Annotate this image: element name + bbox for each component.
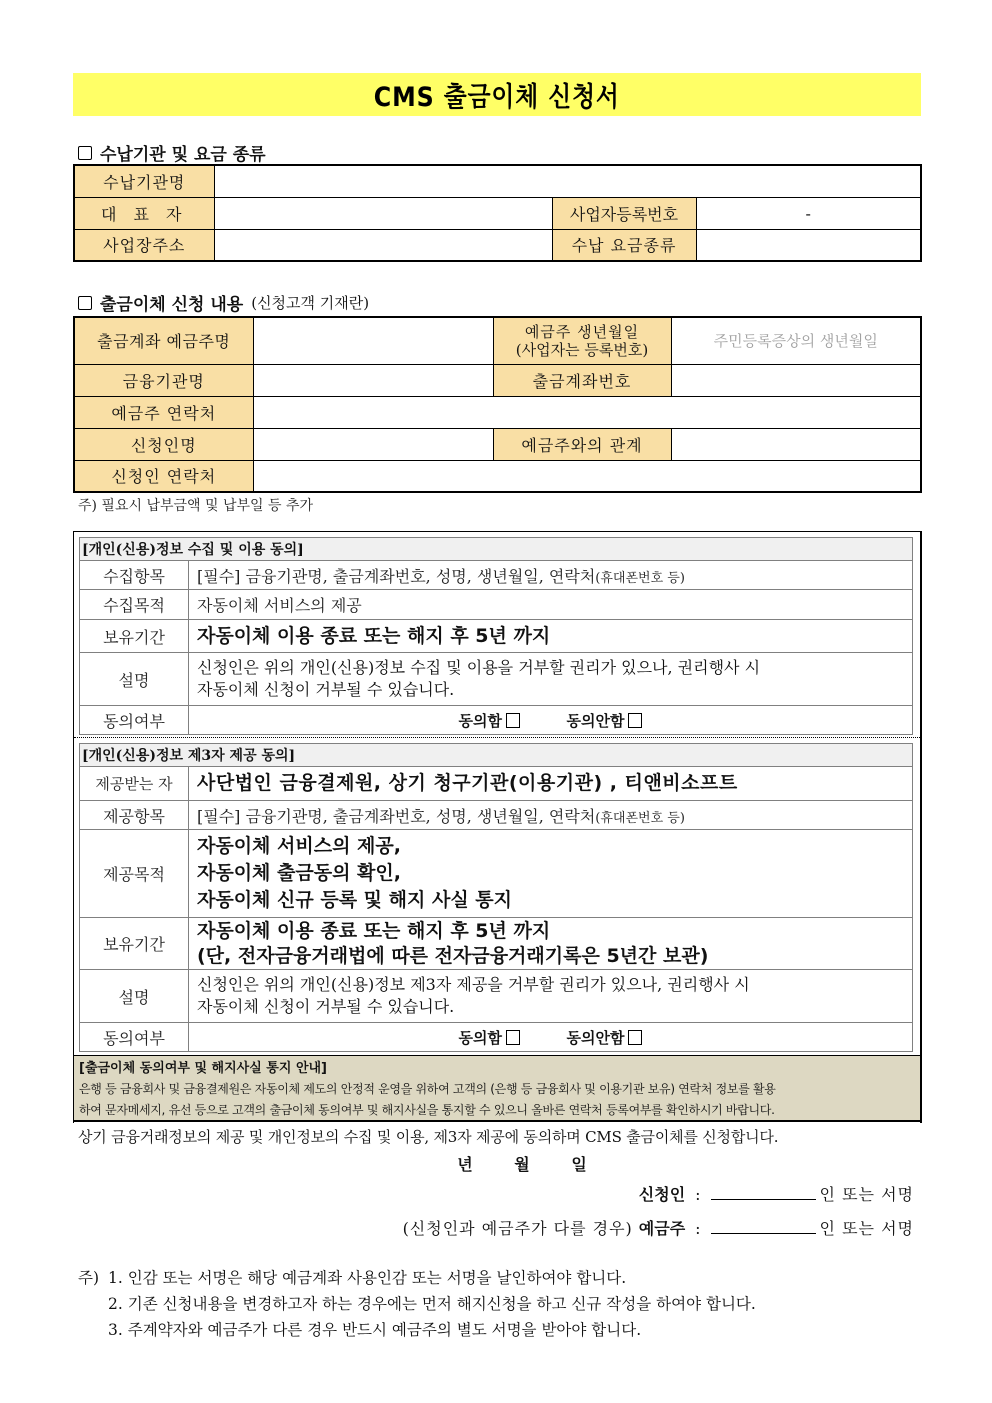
account-holder-field[interactable] [253, 317, 493, 364]
third-description-line1: 신청인은 위의 개인(신용)정보 제3자 제공을 거부할 권리가 있으나, 권리행사 시 [197, 975, 750, 994]
label-third-description: 설명 [80, 970, 189, 1023]
table-row [74, 317, 921, 364]
label-provide-purpose: 제공목적 [80, 830, 189, 918]
third-description-value [189, 970, 913, 1023]
section2-subheading: (신청고객 기재란) [251, 294, 370, 312]
label-bank-name: 금융기관명 [74, 364, 253, 396]
third-retention-line1: 자동이체 이용 종료 또는 해지 후 5년 까지 [197, 919, 551, 942]
table-row [80, 830, 913, 918]
colon: : [695, 1185, 701, 1204]
label-account-holder: 출금계좌 예금주명 [74, 317, 253, 364]
label-third-retention: 보유기간 [80, 918, 189, 970]
table-row [80, 801, 913, 830]
applicant-name-field[interactable] [253, 428, 493, 460]
table-row [74, 396, 921, 428]
page-title: CMS 출금이체 신청서 [374, 82, 620, 113]
title-bar [73, 73, 921, 116]
provide-items-value [189, 801, 913, 830]
third-retention-line2: (단, 전자금융거래법에 따른 전자금융거래기록은 5년간 보관) [197, 944, 709, 967]
holder-signature-field[interactable] [711, 1216, 816, 1234]
table-row [80, 561, 913, 590]
footnote-item [78, 1317, 756, 1343]
provide-items-text: [필수] 금융기관명, 출금계좌번호, 성명, 생년월일, 연락처 [197, 806, 596, 826]
provide-purpose-line2: 자동이체 출금동의 확인, [197, 862, 401, 884]
footnotes [78, 1265, 756, 1343]
footnote-item [78, 1265, 756, 1291]
bank-name-field[interactable] [253, 364, 493, 396]
table-row [80, 706, 913, 735]
holder-contact-field[interactable] [253, 396, 921, 428]
notice-title: [출금이체 동의여부 및 해지사실 통지 안내] [79, 1061, 327, 1076]
label-retention: 보유기간 [80, 620, 189, 653]
description-value [189, 653, 913, 706]
notice-box [74, 1055, 922, 1122]
footnote-text: 1. 인감 또는 서명은 해당 예금계좌 사용인감 또는 서명을 날인하여야 합니다. [108, 1269, 627, 1287]
provide-purpose-line1: 자동이체 서비스의 제공, [197, 835, 401, 857]
divider [74, 737, 920, 738]
retention-value: 자동이체 이용 종료 또는 해지 후 5년 까지 [189, 620, 913, 653]
applicant-label: 신청인 [638, 1185, 686, 1204]
label-third-consent: 동의여부 [80, 1023, 189, 1052]
account-number-field[interactable] [671, 364, 921, 396]
footnote-text: 3. 주계약자와 예금주가 다른 경우 반드시 예금주의 별도 서명을 받아야 합니다. [108, 1321, 642, 1339]
payee-table [73, 164, 922, 262]
collect-items-text: [필수] 금융기관명, 출금계좌번호, 성명, 생년월일, 연락처 [197, 566, 596, 586]
provide-items-tail: (휴대폰번호 등) [595, 810, 685, 826]
business-reg-no-field[interactable]: - [696, 197, 921, 229]
date-month[interactable]: 월 [514, 1155, 530, 1174]
table-row [80, 970, 913, 1023]
section1-heading-text: 수납기관 및 요금 종류 [100, 145, 266, 165]
third-disagree-label: 동의안함 [566, 1028, 625, 1047]
description-line2: 자동이체 신청이 거부될 수 있습니다. [197, 680, 455, 699]
label-recipient: 제공받는 자 [80, 767, 189, 801]
date-line [0, 1152, 992, 1175]
table-row [80, 620, 913, 653]
label-fee-type: 수납 요금종류 [552, 229, 696, 261]
label-holder-birthdate [493, 317, 671, 364]
holder-birthdate-field[interactable]: 주민등록증상의 생년월일 [671, 317, 921, 364]
third-retention-value [189, 918, 913, 970]
label-applicant-contact: 신청인 연락처 [74, 460, 253, 492]
consent-options [189, 706, 913, 735]
label-applicant-name: 신청인명 [74, 428, 253, 460]
label-business-reg-no: 사업자등록번호 [552, 197, 696, 229]
table-row [80, 918, 913, 970]
seal-or-sign-label: 인 또는 서명 [819, 1185, 914, 1204]
section2-heading-text: 출금이체 신청 내용 [100, 295, 244, 315]
agree-label: 동의함 [458, 711, 503, 730]
application-table [73, 316, 922, 493]
representative-field[interactable] [214, 197, 552, 229]
description-line1: 신청인은 위의 개인(신용)정보 수집 및 이용을 거부할 권리가 있으나, 권리행사 시 [197, 658, 761, 677]
collect-purpose-value: 자동이체 서비스의 제공 [189, 590, 913, 620]
table-row [80, 590, 913, 620]
holder-signature-row [403, 1216, 914, 1239]
table-row [80, 1023, 913, 1052]
consent-third-header: [개인(신용)정보 제3자 제공 동의] [80, 744, 913, 767]
section1-heading [78, 140, 266, 165]
label-provide-items: 제공항목 [80, 801, 189, 830]
collect-items-tail: (휴대폰번호 등) [595, 570, 685, 586]
agree-checkbox[interactable] [506, 713, 520, 728]
third-description-line2: 자동이체 신청이 거부될 수 있습니다. [197, 997, 455, 1016]
label-consent: 동의여부 [80, 706, 189, 735]
table-row [80, 744, 913, 767]
third-agree-label: 동의함 [458, 1028, 503, 1047]
square-bullet-icon [78, 146, 92, 160]
collect-items-value [189, 561, 913, 590]
notice-line2: 하여 문자메세지, 유선 등으로 고객의 출금이체 동의여부 및 해지사실을 통지할 수 있으니 올바른 연락처 등록여부를 확인하시기 바랍니다. [79, 1103, 775, 1117]
label-representative: 대 표 자 [74, 197, 214, 229]
third-agree-checkbox[interactable] [506, 1030, 520, 1045]
footnote-text: 2. 기존 신청내용을 변경하고자 하는 경우에는 먼저 해지신청을 하고 신규 작성을 하여야 합니다. [108, 1295, 756, 1313]
date-day[interactable]: 일 [571, 1155, 587, 1174]
applicant-contact-field[interactable] [253, 460, 921, 492]
fee-type-field[interactable] [696, 229, 921, 261]
date-year[interactable]: 년 [457, 1155, 473, 1174]
table-row [74, 428, 921, 460]
label-holder-birthdate-line1: 예금주 생년월일 [524, 322, 640, 341]
applicant-signature-row [633, 1182, 914, 1205]
third-disagree-checkbox[interactable] [628, 1030, 642, 1045]
table-row [80, 538, 913, 561]
seal-or-sign-label: 인 또는 서명 [819, 1219, 914, 1238]
label-business-address: 사업장주소 [74, 229, 214, 261]
business-address-field[interactable] [214, 229, 552, 261]
applicant-signature-field[interactable] [711, 1182, 816, 1200]
label-relationship: 예금주와의 관계 [493, 428, 671, 460]
footnote-item [78, 1291, 756, 1317]
consent-third-table [79, 743, 913, 1052]
table-row [74, 364, 921, 396]
label-holder-contact: 예금주 연락처 [74, 396, 253, 428]
disagree-label: 동의안함 [566, 711, 625, 730]
square-bullet-icon [78, 296, 92, 310]
label-payee-name: 수납기관명 [74, 165, 214, 197]
provide-purpose-line3: 자동이체 신규 등록 및 해지 사실 통지 [197, 889, 512, 911]
provide-purpose-value [189, 830, 913, 918]
relationship-field[interactable] [671, 428, 921, 460]
consent-collect-header: [개인(신용)정보 수집 및 이용 동의] [80, 538, 913, 561]
holder-label: 예금주 [638, 1219, 686, 1238]
holder-condition-label: (신청인과 예금주가 다를 경우) [402, 1219, 633, 1238]
notice-line1: 은행 등 금융회사 및 금융결제원은 자동이체 제도의 안정적 운영을 위하여 고객의 (은행 등 금융회사 및 이용기관 보유) 연락처 정보를 활용 [79, 1082, 776, 1096]
section2-note: 주) 필요시 납부금액 및 납부일 등 추가 [78, 498, 314, 514]
third-consent-options [189, 1023, 913, 1052]
table-row [80, 767, 913, 801]
recipient-value: 사단법인 금융결제원, 상기 청구기관(이용기관) , 티앤비소프트 [189, 767, 913, 801]
table-row [80, 653, 913, 706]
label-collect-purpose: 수집목적 [80, 590, 189, 620]
colon: : [695, 1219, 701, 1238]
label-description: 설명 [80, 653, 189, 706]
payee-name-field[interactable] [214, 165, 921, 197]
footnote-prefix: 주) [78, 1269, 100, 1287]
table-row [74, 197, 921, 229]
table-row [74, 229, 921, 261]
agreement-statement: 상기 금융거래정보의 제공 및 개인정보의 수집 및 이용, 제3자 제공에 동의하며 CMS 출금이체를 신청합니다. [78, 1128, 779, 1146]
section2-heading [78, 290, 369, 315]
label-holder-birthdate-line2: (사업자는 등록번호) [515, 340, 649, 359]
label-collect-items: 수집항목 [80, 561, 189, 590]
label-account-number: 출금계좌번호 [493, 364, 671, 396]
consent-collect-table [79, 537, 913, 735]
table-row [74, 165, 921, 197]
table-row [74, 460, 921, 492]
disagree-checkbox[interactable] [628, 713, 642, 728]
